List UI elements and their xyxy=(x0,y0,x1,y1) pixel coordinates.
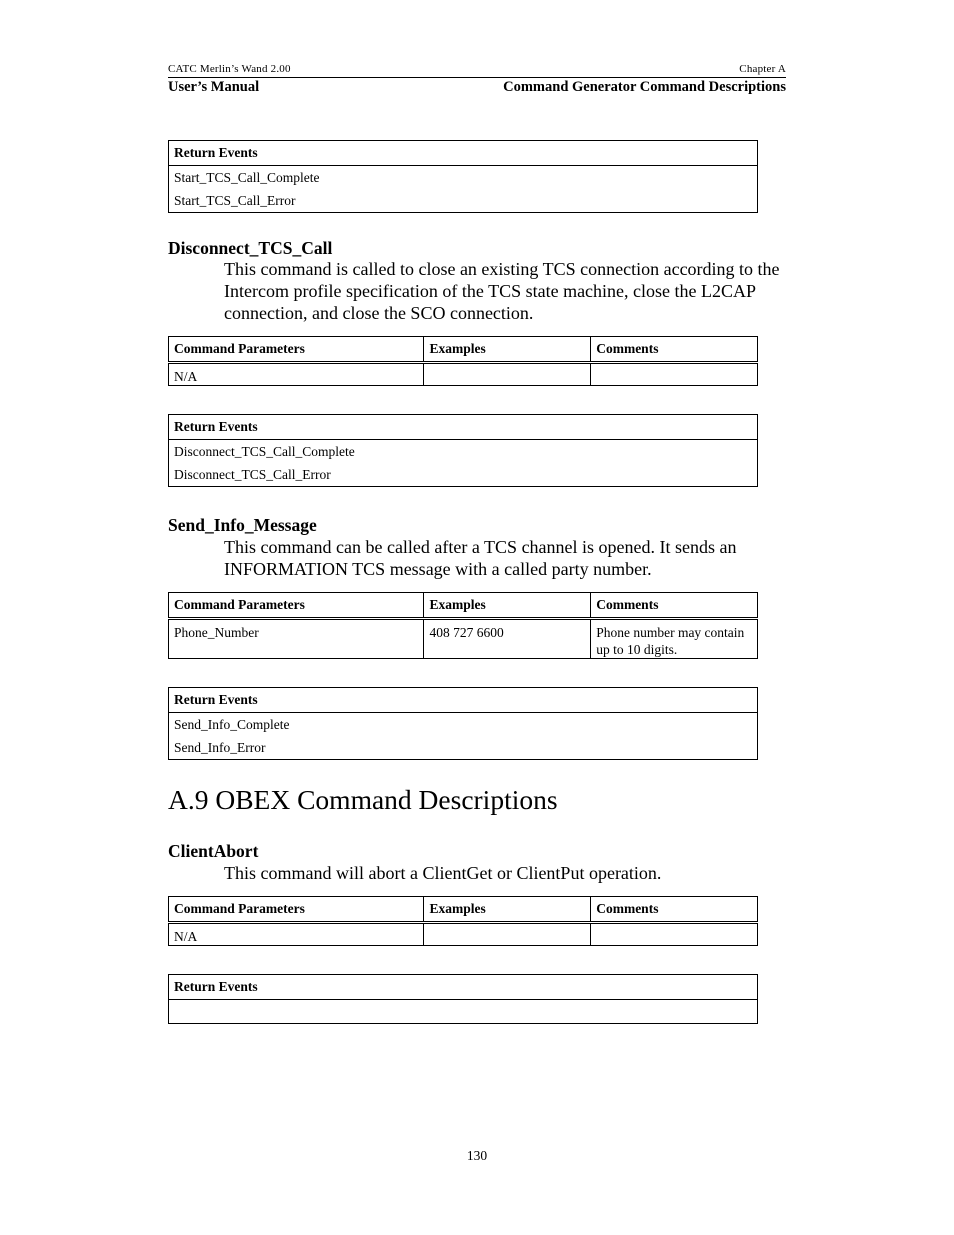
table-cell: N/A xyxy=(169,923,424,946)
command-title-disconnect: Disconnect_TCS_Call xyxy=(168,238,333,258)
table-header: Comments xyxy=(591,897,758,923)
table-cell: N/A xyxy=(169,363,424,386)
table-header: Command Parameters xyxy=(169,593,424,619)
header-rule xyxy=(168,77,786,78)
table-cell xyxy=(424,363,591,386)
table-cell xyxy=(424,923,591,946)
send-info-return-events-table xyxy=(168,687,758,760)
table-cell: Send_Info_Error xyxy=(169,736,758,760)
page-number: 130 xyxy=(466,1148,488,1163)
header-manual: User’s Manual xyxy=(168,79,260,95)
table-cell: Start_TCS_Call_Error xyxy=(169,189,758,213)
table-cell xyxy=(591,923,758,946)
table-cell: Phone_Number xyxy=(169,619,424,659)
table-cell: Send_Info_Complete xyxy=(169,713,758,737)
send-info-params-table xyxy=(168,592,758,659)
table-header: Comments xyxy=(591,593,758,619)
header-section: Command Generator Command Descriptions xyxy=(503,79,786,95)
command-desc-client-abort: This command will abort a ClientGet or ClientPut operation. xyxy=(224,863,662,883)
table-header: Return Events xyxy=(169,415,758,440)
table-cell: Disconnect_TCS_Call_Error xyxy=(169,463,758,487)
command-desc-send-info: This command can be called after a TCS channel is opened. It sends an INFORMATION TCS message with a called party number. xyxy=(224,537,737,579)
table-header: Return Events xyxy=(169,141,758,166)
table-cell: Phone number may contain up to 10 digits. xyxy=(591,619,758,659)
disconnect-return-events-table xyxy=(168,414,758,487)
command-title-send-info: Send_Info_Message xyxy=(168,515,317,535)
table-header: Return Events xyxy=(169,688,758,713)
header-chapter: Chapter A xyxy=(739,63,786,75)
table-cell: Start_TCS_Call_Complete xyxy=(169,166,758,190)
table-header: Command Parameters xyxy=(169,337,424,363)
start-tcs-return-events-table xyxy=(168,140,758,213)
disconnect-params-table xyxy=(168,336,758,386)
table-cell xyxy=(169,1000,758,1024)
table-cell: 408 727 6600 xyxy=(424,619,591,659)
client-abort-params-table xyxy=(168,896,758,946)
table-cell: Disconnect_TCS_Call_Complete xyxy=(169,440,758,464)
command-title-client-abort: ClientAbort xyxy=(168,841,259,861)
table-header: Return Events xyxy=(169,975,758,1000)
table-cell xyxy=(591,363,758,386)
header-product: CATC Merlin’s Wand 2.00 xyxy=(168,63,291,75)
table-header: Examples xyxy=(424,337,591,363)
table-header: Comments xyxy=(591,337,758,363)
table-header: Command Parameters xyxy=(169,897,424,923)
table-header: Examples xyxy=(424,897,591,923)
section-heading: A.9 OBEX Command Descriptions xyxy=(168,784,558,815)
table-header: Examples xyxy=(424,593,591,619)
client-abort-return-events-table xyxy=(168,974,758,1024)
command-desc-disconnect: This command is called to close an existing TCS connection according to the Intercom profile specification of the TCS state machine, close the L2CAP connection, and close the SCO connection. xyxy=(224,259,780,323)
